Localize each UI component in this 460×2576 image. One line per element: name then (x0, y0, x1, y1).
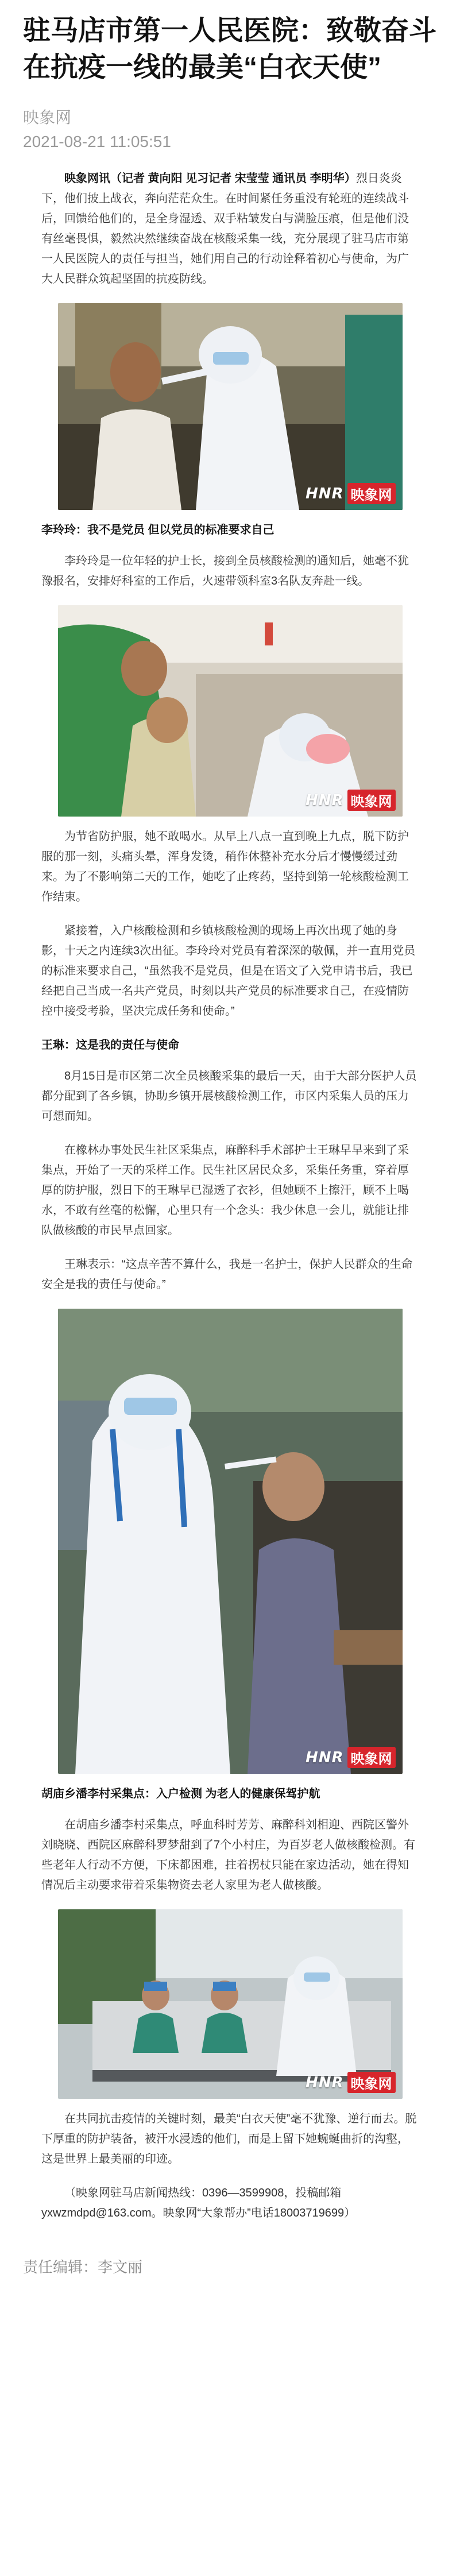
watermark-hnr: HNR (305, 485, 344, 502)
watermark (306, 2072, 396, 2093)
paragraph: 在胡庙乡潘李村采集点，呼血科时芳芳、麻醉科刘相迎、西院区警外刘晓晓、西院区麻醉科罗梦甜到了7个小村庄，为百岁老人做核酸检测。有些老年人行动不方便，下床都困难，拄着拐杖只能在家边活动，她在得知情况后主动要求带着采集物资去老人家里为老人做核酸。 (41, 1819, 416, 1892)
article-body (23, 169, 437, 2223)
photo-medical-team-truck (58, 1909, 403, 2099)
section-heading-li-lingling: 李玲玲：我不是党员 但以党员的标准要求自己 (41, 524, 275, 536)
photo-swab-elderly-man-image (58, 303, 403, 510)
watermark (306, 790, 396, 811)
watermark (306, 483, 396, 504)
photo-swab-elderly-woman-image (58, 1309, 403, 1774)
paragraph: 8月15日是市区第二次全员核酸采集的最后一天，由于大部分医护人员都分配到了各乡镇，协助乡镇开展核酸检测工作，市区内采集人员的压力可想而知。 (41, 1070, 417, 1123)
photo-swab-child (58, 605, 403, 817)
watermark-hnr: HNR (305, 791, 344, 809)
paragraph: 王琳表示：“这点辛苦不算什么，我是一名护士，保护人民群众的生命安全是我的责任与使命。” (41, 1258, 413, 1291)
article-title: 驻马店市第一人民医院：致敬奋斗在抗疫一线的最美“白衣天使” (23, 16, 437, 83)
section-heading-wang-lin: 王琳：这是我的责任与使命 (41, 1039, 179, 1051)
watermark (306, 1747, 396, 1768)
lead-paragraph (41, 169, 419, 289)
watermark-name: 映象网 (347, 1747, 396, 1768)
lead-byline: 映象网讯（记者 黄向阳 见习记者 宋莹莹 通讯员 李明华） (64, 172, 356, 185)
watermark-name: 映象网 (347, 790, 396, 811)
responsible-editor: 责任编辑：李文丽 (23, 2258, 143, 2276)
section-heading-panli-village: 胡庙乡潘李村采集点：入户检测 为老人的健康保驾护航 (41, 1788, 320, 1800)
photo-swab-elderly-man (58, 303, 403, 510)
lead-text: 烈日炎炎下，他们披上战衣，奔向茫茫众生。在时间紧任务重没有轮班的连续战斗后，回馈给他们的，是全身湿透、双手粘皱发白与满脸压痕，但是他们没有丝毫畏惧，毅然决然继续奋战在核酸采集一线，充分展现了驻马店市第一人民医院人的责任与担当，她们用自己的行动诠释着初心与使命，为广大人民群众筑起坚固的抗疫防线。 (41, 172, 409, 285)
paragraph: 为节省防护服，她不敢喝水。从早上八点一直到晚上九点，脱下防护服的那一刻，头痛头晕，浑身发烫，稍作休整补充水分后才慢慢缓过劲来。为了不影响第二天的工作，她吃了止疼药，坚持到第一轮核酸检测工作结束。 (41, 830, 409, 903)
article-source[interactable]: 映象网 (23, 109, 72, 126)
article-date: 2021-08-21 11:05:51 (23, 133, 171, 150)
contact-info: （映象网驻马店新闻热线：0396—3599908，投稿邮箱yxwzmdpd@163.com。映象网“大象帮办”电话18003719699） (41, 2187, 356, 2219)
watermark-name: 映象网 (347, 2072, 396, 2093)
photo-swab-elderly-woman (58, 1309, 403, 1774)
paragraph: 在橡林办事处民生社区采集点，麻醉科手术部护士王琳早早来到了采集点，开始了一天的采样工作。民生社区居民众多，采集任务重，穿着厚厚的防护服，烈日下的王琳早已湿透了衣衫，但她顾不上擦汗，顾不上喝水，不敢有丝毫的松懈，心里只有一个念头：我少休息一会儿，就能让排队做核酸的市民早点回家。 (41, 1144, 409, 1237)
watermark-hnr: HNR (305, 1749, 344, 1766)
paragraph: 紧接着，入户核酸检测和乡镇核酸检测的现场上再次出现了她的身影，十天之内连续3次出征。李玲玲对党员有着深深的敬佩，并一直用党员的标准来要求自己，“虽然我不是党员，但是在语文了入党申请书后，我已经把自己当成一名共产党员，时刻以共产党员的标准要求自己，在疫情防控中接受考验，坚决完成任务和使命。” (41, 925, 416, 1018)
photo-medical-team-truck-image (58, 1909, 403, 2099)
paragraph: 在共同抗击疫情的关键时刻，最美“白衣天使”毫不犹豫、逆行而去。脱下厚重的防护装备，被汗水浸透的他们，而是上留下她蜿蜒曲折的沟壑，这是世界上最美丽的印迹。 (41, 2113, 417, 2165)
watermark-name: 映象网 (347, 483, 396, 504)
photo-swab-child-image (58, 605, 403, 817)
paragraph: 李玲玲是一位年轻的护士长，接到全员核酸检测的通知后，她毫不犹豫报名，安排好科室的工作后，火速带领科室3名队友奔赴一线。 (41, 555, 409, 587)
watermark-hnr: HNR (305, 2074, 344, 2091)
